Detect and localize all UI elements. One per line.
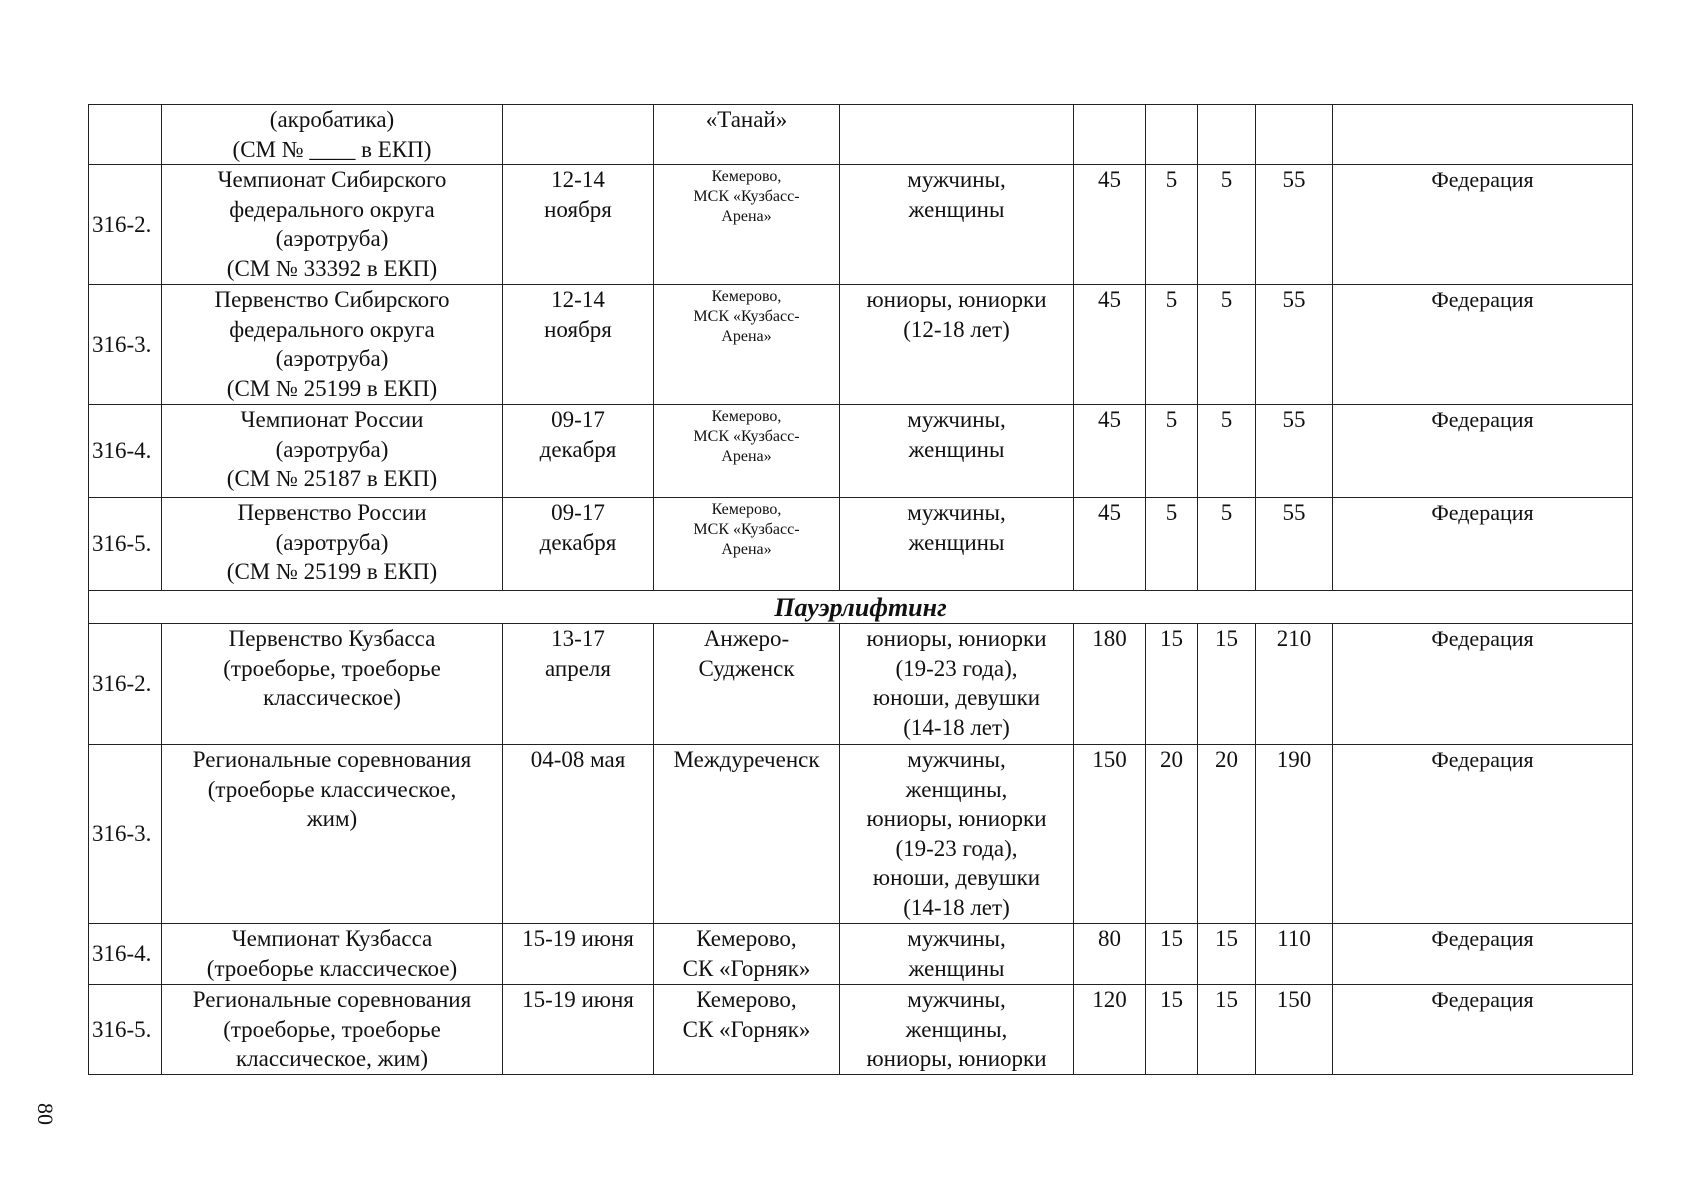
cell-number: 316-2. — [89, 624, 162, 745]
venue-line: МСК «Кузбасс- — [693, 521, 800, 538]
cell-count-2: 20 — [1146, 745, 1198, 924]
table-row — [89, 985, 1633, 1075]
event-name-line: Первенство Сибирского — [214, 287, 450, 312]
cell-event-name — [162, 624, 503, 745]
table-row — [89, 924, 1633, 985]
cell-venue — [654, 105, 840, 165]
cell-count-1 — [1074, 105, 1146, 165]
cell-count-1: 80 — [1074, 924, 1146, 985]
cell-organizer: Федерация — [1333, 624, 1633, 745]
table-row — [89, 498, 1633, 591]
participants-line: юниоры, юниорки — [866, 626, 1047, 651]
participants-line: женщины — [908, 955, 1005, 981]
venue-line: МСК «Кузбасс- — [693, 428, 800, 445]
date-line: ноября — [544, 316, 612, 342]
date-line: 12-14 — [551, 167, 605, 192]
event-name-line: Первенство России — [237, 500, 427, 525]
participants-line: (19-23 года), — [895, 835, 1018, 861]
cell-count-2: 5 — [1146, 165, 1198, 285]
participants-line: (14-18 лет) — [903, 714, 1010, 740]
cell-total: 150 — [1256, 985, 1333, 1075]
event-name-line: Чемпионат Сибирского — [217, 167, 447, 192]
event-name-line: (аэротруба) — [275, 436, 389, 462]
venue-line: Арена» — [721, 208, 772, 225]
venue-line: Кемерово, — [711, 168, 782, 185]
participants-line: женщины — [908, 436, 1005, 462]
cell-event-name — [162, 924, 503, 985]
cell-organizer: Федерация — [1333, 165, 1633, 285]
cell-count-2: 5 — [1146, 405, 1198, 498]
participants-line: юниоры, юниорки — [866, 1046, 1047, 1071]
event-name-line: (троеборье классическое) — [206, 955, 458, 981]
cell-number: 316-3. — [89, 745, 162, 924]
cell-participants — [840, 105, 1074, 165]
date-line: 09-17 — [551, 500, 605, 525]
cell-participants — [840, 498, 1074, 591]
venue-line: Арена» — [721, 448, 772, 465]
event-name-line: федерального округа — [229, 196, 435, 222]
venue-line: «Танай» — [705, 107, 788, 132]
cell-dates — [503, 745, 654, 924]
cell-count-1: 150 — [1074, 745, 1146, 924]
event-name-line: (троеборье, троеборье — [223, 1016, 441, 1042]
cell-total: 55 — [1256, 165, 1333, 285]
event-name-line: (аэротруба) — [275, 226, 389, 251]
cell-total: 210 — [1256, 624, 1333, 745]
cell-count-2 — [1146, 105, 1198, 165]
participants-line: юниоры, юниорки — [866, 806, 1047, 831]
event-name-line: Чемпионат Кузбасса — [231, 926, 433, 951]
cell-count-2: 5 — [1146, 285, 1198, 405]
cell-dates — [503, 985, 654, 1075]
cell-participants — [840, 985, 1074, 1075]
table-row-continuation — [89, 105, 1633, 165]
event-name-line: (СМ № ____ в ЕКП) — [232, 136, 432, 162]
participants-line: (14-18 лет) — [903, 894, 1010, 920]
venue-line: Кемерово, — [711, 408, 782, 425]
cell-venue — [654, 165, 840, 285]
event-name-line: Чемпионат России — [240, 407, 424, 432]
page-number: 80 — [33, 1103, 58, 1125]
cell-number: 316-3. — [89, 285, 162, 405]
cell-participants — [840, 924, 1074, 985]
cell-event-name — [162, 105, 503, 165]
cell-total: 55 — [1256, 285, 1333, 405]
table-row — [89, 405, 1633, 498]
participants-line: женщины — [908, 529, 1005, 555]
participants-line: юниоры, юниорки — [866, 287, 1047, 312]
cell-total: 55 — [1256, 498, 1333, 591]
cell-count-2: 15 — [1146, 985, 1198, 1075]
participants-line: мужчины, — [907, 747, 1006, 772]
cell-event-name — [162, 985, 503, 1075]
participants-line: мужчины, — [907, 500, 1006, 525]
cell-count-3: 20 — [1198, 745, 1256, 924]
venue-line: Междуреченск — [673, 747, 820, 772]
event-name-line: (троеборье классическое, — [207, 776, 457, 802]
date-line: 04-08 мая — [530, 747, 626, 772]
table-row — [89, 745, 1633, 924]
date-line: декабря — [539, 436, 617, 462]
cell-count-3: 15 — [1198, 624, 1256, 745]
cell-number: 316-2. — [89, 165, 162, 285]
cell-count-3: 15 — [1198, 985, 1256, 1075]
section-title: Пауэрлифтинг — [89, 591, 1633, 624]
venue-line: СК «Горняк» — [682, 955, 811, 981]
cell-venue — [654, 924, 840, 985]
event-name-line: (аэротруба) — [275, 529, 389, 555]
venue-line: Кемерово, — [696, 987, 797, 1012]
cell-venue — [654, 498, 840, 591]
cell-dates — [503, 105, 654, 165]
cell-organizer — [1333, 105, 1633, 165]
cell-total: 110 — [1256, 924, 1333, 985]
cell-dates — [503, 624, 654, 745]
venue-line: Судженск — [698, 655, 795, 681]
venue-line: Арена» — [721, 328, 772, 345]
cell-participants — [840, 624, 1074, 745]
event-name-line: (аэротруба) — [275, 346, 389, 371]
cell-count-2: 15 — [1146, 924, 1198, 985]
schedule-table-body — [89, 105, 1633, 1075]
cell-participants — [840, 405, 1074, 498]
cell-number: 316-5. — [89, 985, 162, 1075]
event-name-line: (СМ № 25199 в ЕКП) — [226, 559, 438, 584]
participants-line: мужчины, — [907, 987, 1006, 1012]
cell-dates — [503, 165, 654, 285]
cell-venue — [654, 285, 840, 405]
cell-count-1: 180 — [1074, 624, 1146, 745]
venue-line: Анжеро- — [703, 626, 790, 651]
cell-count-3 — [1198, 105, 1256, 165]
cell-total: 55 — [1256, 405, 1333, 498]
cell-count-3: 5 — [1198, 285, 1256, 405]
venue-line: СК «Горняк» — [682, 1016, 811, 1042]
schedule-table — [88, 104, 1633, 1075]
participants-line: юноши, девушки — [872, 685, 1041, 710]
cell-total — [1256, 105, 1333, 165]
event-name-line: жим) — [306, 806, 358, 831]
cell-count-3: 15 — [1198, 924, 1256, 985]
cell-event-name — [162, 498, 503, 591]
cell-number: 316-5. — [89, 498, 162, 591]
cell-organizer: Федерация — [1333, 405, 1633, 498]
section-header-row — [89, 591, 1633, 624]
participants-line: мужчины, — [907, 407, 1006, 432]
event-name-line: классическое) — [263, 685, 401, 710]
cell-dates — [503, 405, 654, 498]
cell-event-name — [162, 285, 503, 405]
event-name-line: Региональные соревнования — [192, 987, 472, 1012]
participants-line: женщины, — [905, 1016, 1008, 1042]
participants-line: женщины — [908, 196, 1005, 222]
venue-line: МСК «Кузбасс- — [693, 188, 800, 205]
event-name-line: (акробатика) — [269, 107, 395, 132]
cell-dates — [503, 924, 654, 985]
participants-line: (12-18 лет) — [903, 316, 1010, 342]
cell-organizer: Федерация — [1333, 924, 1633, 985]
cell-count-2: 15 — [1146, 624, 1198, 745]
cell-organizer: Федерация — [1333, 285, 1633, 405]
table-row — [89, 624, 1633, 745]
date-line: 12-14 — [551, 287, 605, 312]
date-line: апреля — [545, 655, 611, 681]
venue-line: Арена» — [721, 541, 772, 558]
cell-count-1: 45 — [1074, 165, 1146, 285]
event-name-line: Региональные соревнования — [192, 747, 472, 772]
cell-count-3: 5 — [1198, 498, 1256, 591]
date-line: 09-17 — [551, 407, 605, 432]
event-name-line: Первенство Кузбасса — [228, 626, 436, 651]
participants-line: мужчины, — [907, 926, 1006, 951]
participants-line: женщины, — [905, 776, 1008, 802]
cell-count-1: 120 — [1074, 985, 1146, 1075]
cell-venue — [654, 985, 840, 1075]
venue-line: МСК «Кузбасс- — [693, 308, 800, 325]
participants-line: мужчины, — [907, 167, 1006, 192]
cell-count-3: 5 — [1198, 165, 1256, 285]
cell-number: 316-4. — [89, 924, 162, 985]
cell-participants — [840, 285, 1074, 405]
event-name-line: (СМ № 33392 в ЕКП) — [226, 255, 438, 281]
cell-event-name — [162, 165, 503, 285]
event-name-line: федерального округа — [229, 316, 435, 342]
date-line: ноября — [544, 196, 612, 222]
cell-organizer: Федерация — [1333, 498, 1633, 591]
cell-venue — [654, 624, 840, 745]
table-row — [89, 285, 1633, 405]
cell-number: 316-4. — [89, 405, 162, 498]
participants-line: (19-23 года), — [895, 655, 1018, 681]
event-name-line: классическое, жим) — [235, 1046, 429, 1071]
cell-count-1: 45 — [1074, 405, 1146, 498]
event-name-line: (СМ № 25187 в ЕКП) — [226, 466, 438, 491]
venue-line: Кемерово, — [711, 288, 782, 305]
cell-count-1: 45 — [1074, 498, 1146, 591]
cell-count-2: 5 — [1146, 498, 1198, 591]
cell-count-3: 5 — [1198, 405, 1256, 498]
cell-organizer: Федерация — [1333, 745, 1633, 924]
event-name-line: (троеборье, троеборье — [223, 655, 441, 681]
cell-venue — [654, 405, 840, 498]
cell-participants — [840, 165, 1074, 285]
date-line: 13-17 — [551, 626, 605, 651]
cell-event-name — [162, 405, 503, 498]
participants-line: юноши, девушки — [872, 865, 1041, 890]
cell-venue — [654, 745, 840, 924]
table-row — [89, 165, 1633, 285]
cell-number — [89, 105, 162, 165]
date-line: 15-19 июня — [522, 926, 634, 951]
cell-organizer: Федерация — [1333, 985, 1633, 1075]
date-line: декабря — [539, 529, 617, 555]
event-name-line: (СМ № 25199 в ЕКП) — [226, 375, 438, 401]
cell-total: 190 — [1256, 745, 1333, 924]
cell-participants — [840, 745, 1074, 924]
cell-count-1: 45 — [1074, 285, 1146, 405]
cell-dates — [503, 285, 654, 405]
venue-line: Кемерово, — [696, 926, 797, 951]
date-line: 15-19 июня — [522, 987, 634, 1012]
cell-dates — [503, 498, 654, 591]
cell-event-name — [162, 745, 503, 924]
venue-line: Кемерово, — [711, 501, 782, 518]
